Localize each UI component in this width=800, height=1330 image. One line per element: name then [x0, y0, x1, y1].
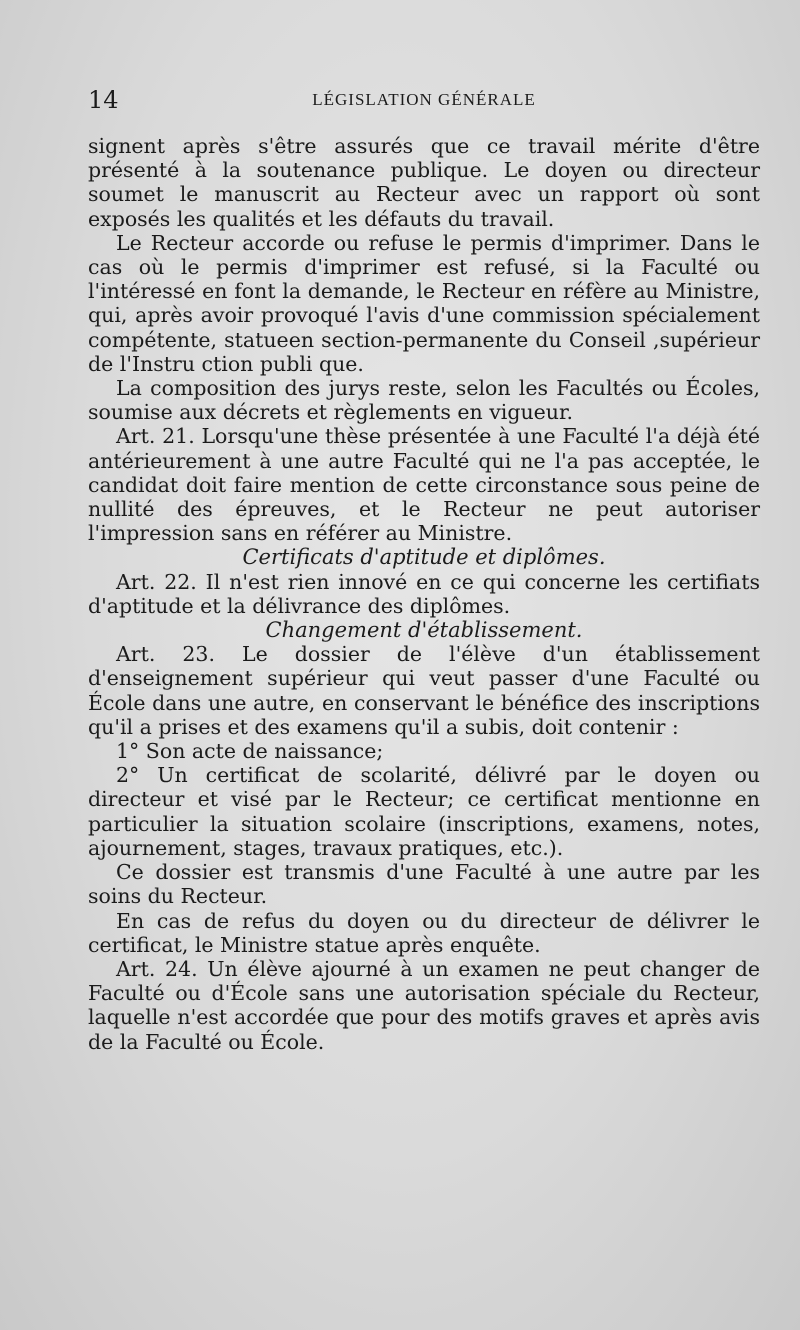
paragraph: Art. 21. Lorsqu'une thèse présentée à une Faculté l'a déjà été antérieurement à une autre Faculté qui ne l'a pas acceptée, le candidat doit faire mention de cette circonstance sous peine de nullité des épreuves, et le Recteur ne peut autoriser l'impression sans en référer au Ministre. — [88, 424, 760, 546]
paragraph: Art. 22. Il n'est rien innové en ce qui concerne les certifiats d'aptitude et la délivrance des diplômes. — [88, 569, 760, 618]
paragraph: signent après s'être assurés que ce travail mérite d'être présenté à la soutenance publique. Le doyen ou directeur soumet le manuscrit au Recteur avec un rapport où sont exposés les qualités et les défauts du travail. — [88, 134, 760, 231]
page-number: 14 — [88, 86, 119, 114]
section-heading-changement: Changement d'établissement. — [265, 618, 583, 643]
paragraph: Art. 24. Un élève ajourné à un examen ne peut changer de Faculté ou d'École sans une autorisation spéciale du Recteur, laquelle n'est accordée que pour des motifs graves et après avis de la Faculté ou École. — [88, 956, 760, 1054]
paragraph: En cas de refus du doyen ou du directeur de délivrer le certificat, le Ministre statue après enquête. — [88, 908, 760, 957]
list-item: 2° Un certificat de scolarité, délivré par le doyen ou directeur et visé par le Recteur; ce certificat mentionne en particulier la situation scolaire (inscriptions, examens, notes, ajournement, stages, travaux pratiques, etc.). — [88, 763, 760, 860]
paragraph: Ce dossier est transmis d'une Faculté à une autre par les soins du Recteur. — [88, 860, 760, 909]
running-title: LÉGISLATION GÉNÉRALE — [312, 90, 536, 109]
paragraph: Art. 23. Le dossier de l'élève d'un établissement d'enseignement supérieur qui veut passer d'une Faculté ou École dans une autre, en conservant le bénéfice des inscriptions qu'il a prises et des examens qu'il a subis, doit contenir : — [88, 642, 760, 739]
page-body — [88, 134, 760, 1054]
page-header — [88, 86, 760, 122]
section-heading-certificats: Certificats d'aptitude et diplômes. — [242, 545, 606, 570]
paragraph: Le Recteur accorde ou refuse le permis d'imprimer. Dans le cas où le permis d'imprimer est refusé, si la Faculté ou l'intéressé en font la demande, le Recteur en réfère au Ministre, qui, après avoir provoqué l'avis d'une commission spécialement compétente, statueen section-permanente du Conseil ,supérieur de l'Instru ction publi que. — [88, 230, 760, 376]
paragraph: La composition des jurys reste, selon les Facultés ou Écoles, soumise aux décrets et règlements en vigueur. — [88, 376, 760, 425]
list-item: 1° Son acte de naissance; — [116, 739, 384, 764]
